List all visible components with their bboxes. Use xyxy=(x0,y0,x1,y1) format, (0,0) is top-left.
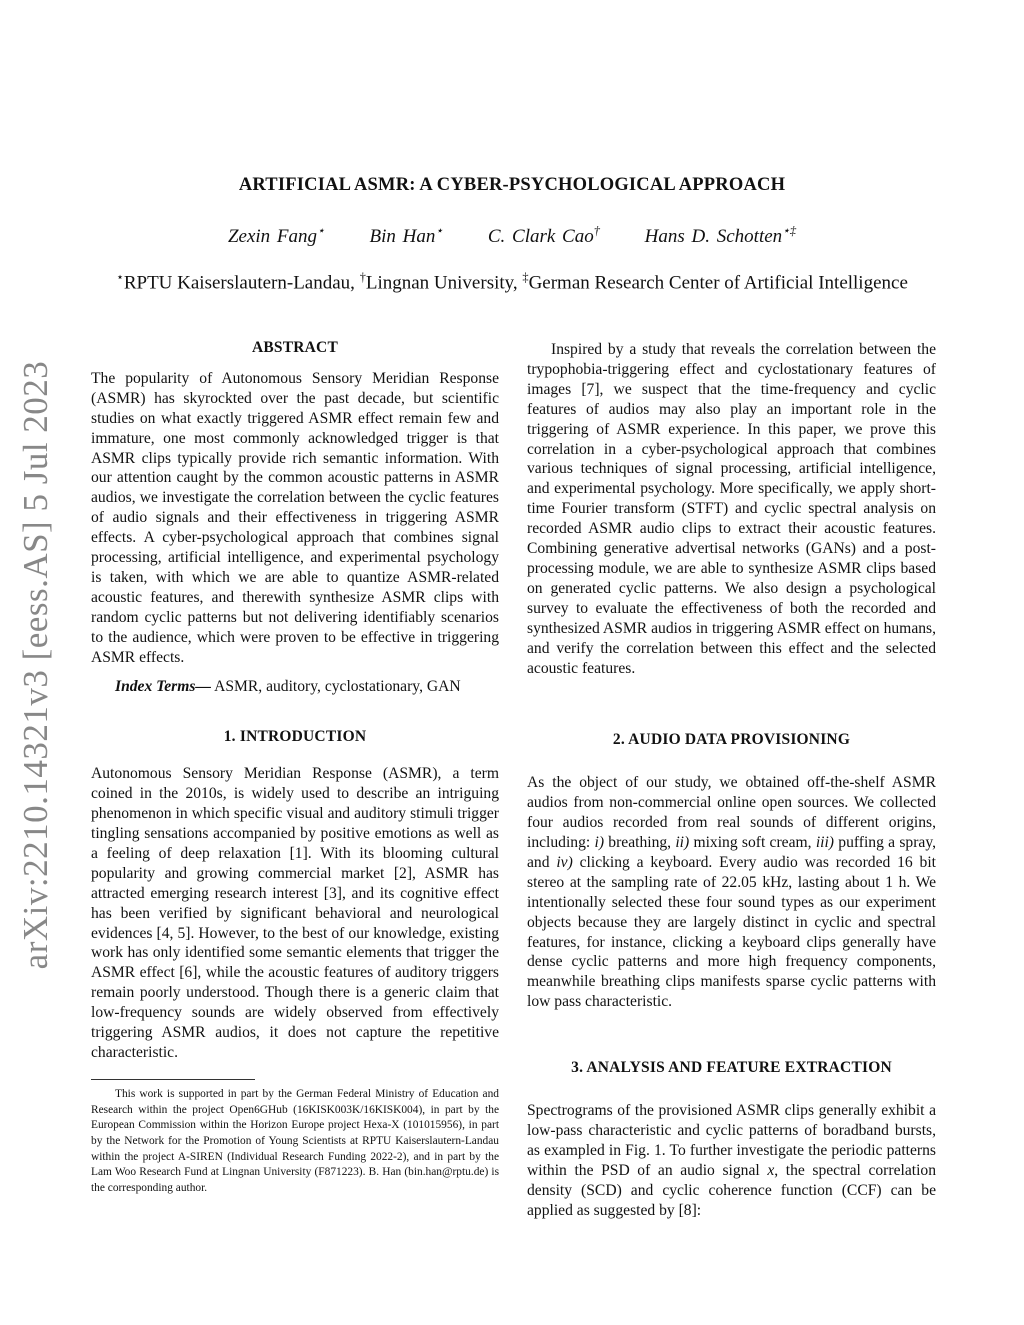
intro-continuation-text: Inspired by a study that reveals the correlation between the trypophobia-triggering effect and cyclostationary features of images [7], we suspect that the time-frequency and cyclic features of audios may also play an important role in the triggering of ASMR experience. In this paper, we prove this correlation in a cyber-psychological approach that combines various techniques of signal processing, artificial intelligence, and experimental psychology. More specifically, we apply short-time Fourier transform (STFT) and cyclic spectral analysis on recorded ASMR audio clips to extract their acoustic features. Combining generative advertisal networks (GANs) and a post-processing module, we are able to synthesize ASMR clips based on generated cyclic patterns. We also design a psychological survey to evaluate the effectiveness of both the recorded and synthesized ASMR audios in triggering ASMR effect on humans, and verify the correlation between this effect and the selected acoustic features. xyxy=(527,341,936,677)
footnote-rule xyxy=(91,1079,255,1080)
audio-data-text: As the object of our study, we obtained off-the-shelf ASMR audios from non-commercial online open sources. We collected four audios recorded from real sounds of different origins, including: i) breathing, ii) mixing soft cream, iii) puffing a spray, and iv) clicking a keyboard. Every audio was recorded 16 bit stereo at the sampling rate of 22.05 kHz, lasting about 1 h. We intentionally selected these four sound types as our experiment objects because they are largely distinct in cyclic and spectral features, for instance, clicking a keyboard clips generally have dense cyclic patterns and more high frequency components, meanwhile breathing clips manifests sparse cyclic patterns with low pass characteristic. xyxy=(527,774,937,1011)
section-heading-audio-data: 2. AUDIO DATA PROVISIONING xyxy=(612,731,851,749)
affiliations: ⋆RPTU Kaiserslautern-Landau, †Lingnan University, ‡German Research Center of Artificial Intelligence xyxy=(116,270,908,294)
author: Zexin Fang⋆ xyxy=(227,224,325,248)
abstract-heading: ABSTRACT xyxy=(251,339,338,356)
index-terms: Index Terms— ASMR, auditory, cyclostationary, GAN xyxy=(115,677,461,695)
right-column xyxy=(527,340,936,1221)
analysis-text: Spectrograms of the provisioned ASMR clips generally exhibit a low-pass characteristic and cyclic patterns of boradband bursts, as exampled in Fig. 1. To further investigate the periodic patterns within the PSD of an audio signal x, the spectral correlation density (SCD) and cyclic coherence function (CCF) can be applied as suggested by [8]: xyxy=(527,1102,937,1219)
section-heading-introduction: 1. INTRODUCTION xyxy=(223,728,367,746)
arxiv-id-text: arXiv:2210.14321v3 [eess.AS] 5 Jul 2023 xyxy=(16,360,55,970)
left-column xyxy=(91,338,499,1197)
arxiv-identifier xyxy=(8,360,64,970)
introduction-text: Autonomous Sensory Meridian Response (ASMR), a term coined in the 2010s, is widely used to describe an intriguing phenomenon in which specific visual and auditory stimuli trigger tingling sensations accompanied by positive emotions as well as a feeling of deep relaxation [1]. With its blooming cultural popularity and growing commercial market [2], ASMR has attracted emerging research interest [3], and its cognitive effect has been verified by significant behavioral and neurological evidences [4, 5]. However, to the best of our knowledge, existing work has only identified some semantic elements that trigger the ASMR effect [6], while the acoustic features of auditory triggers remain poorly understood. Though there is a generic claim that low-frequency sounds are widely observed from effectively triggering ASMR audios, it does not capture the repetitive characteristic. xyxy=(91,765,499,1061)
section-heading-analysis: 3. ANALYSIS AND FEATURE EXTRACTION xyxy=(571,1059,892,1077)
abstract-text: The popularity of Autonomous Sensory Meridian Response (ASMR) has skyrockted over the past decade, but scientific studies on what exactly triggered ASMR effect remain few and immature, one most commonly acknowledged trigger is that ASMR clips typically provide rich semantic information. With our attention caught by the common acoustic patterns in ASMR audios, we investigate the correlation between the cyclic features of audio signals and their effectiveness in triggering ASMR effects. A cyber-psychological approach that combines signal processing, artificial intelligence, and experimental psychology is taken, with which we are able to quantize ASMR-related acoustic features, and therewith synthesize ASMR clips with random cyclic patterns but not delivering identifiably scenarios to the audience, which were proven to be effective in triggering ASMR effects. xyxy=(91,369,499,666)
author: C. Clark Cao† xyxy=(487,224,600,248)
author-list xyxy=(0,224,1024,248)
footnote: This work is supported in part by the German Federal Ministry of Education and Research within the project Open6GHub (16KISK003K/16KISK004), in part by the European Commission within the Horizon Europe project Hexa-X (101015956), in part by the Network for the Promotion of Young Scientists at RPTU Kaiserslautern-Landau within the project A-SIREN (Individual Research Funding 2022-2), and in part by the Lam Woo Research Fund at Lingnan University (F871223). B. Han (bin.han@rptu.de) is the corresponding author. xyxy=(91,1087,499,1195)
author: Hans D. Schotten⋆‡ xyxy=(644,224,797,248)
paper-title: ARTIFICIAL ASMR: A CYBER-PSYCHOLOGICAL APPROACH xyxy=(238,175,786,195)
author: Bin Han⋆ xyxy=(369,224,444,248)
